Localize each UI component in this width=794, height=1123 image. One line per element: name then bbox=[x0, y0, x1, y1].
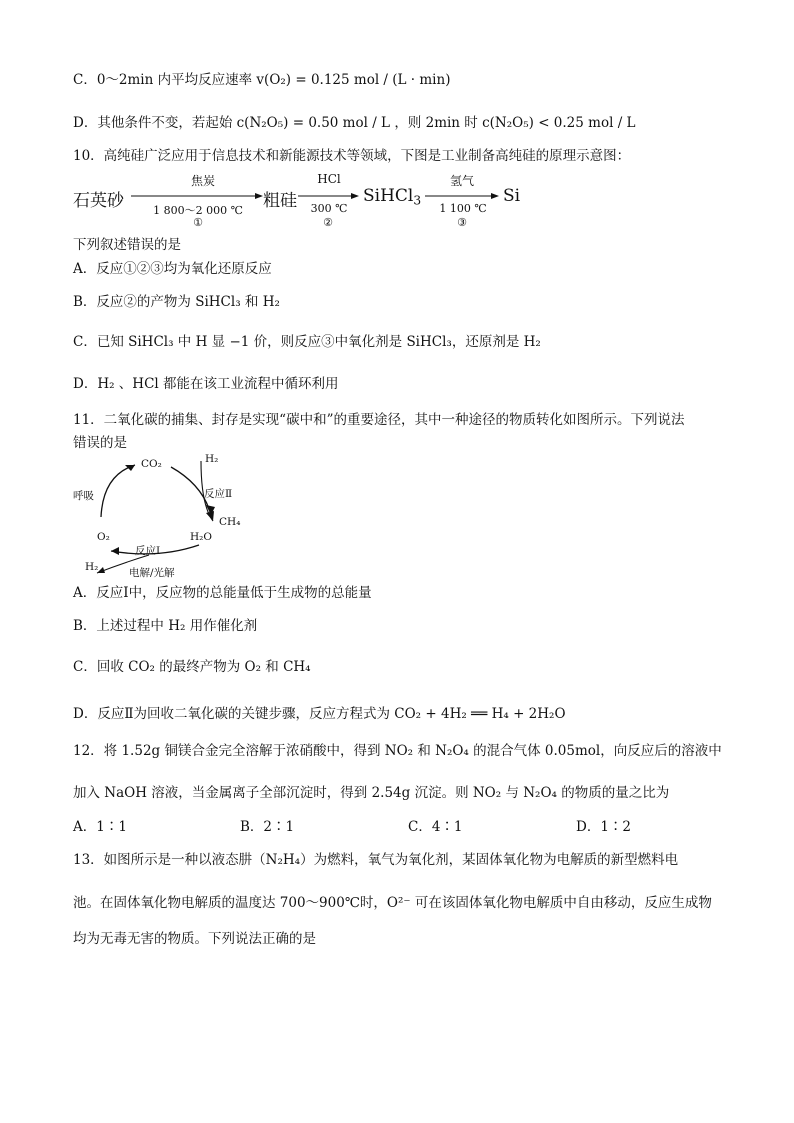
q12-option-a: A．1∶1 bbox=[73, 819, 127, 835]
cycle-co2: CO₂ bbox=[141, 458, 162, 470]
q12-option-d: D．1∶2 bbox=[576, 819, 632, 835]
q11-stem-1: 11．二氧化碳的捕集、封存是实现“碳中和”的重要途径，其中一种途径的物质转化如图所示。下列说法 bbox=[73, 412, 685, 428]
q13-line-2: 池。在固体氧化物电解质的温度达 700～900℃时，O²⁻ 可在该固体氧化物电解质中自由移动，反应生成物 bbox=[73, 895, 712, 911]
q10-option-a: A．反应①②③均为氧化还原反应 bbox=[73, 261, 272, 277]
q9-option-d-mid: ，则 2min 时 bbox=[394, 115, 478, 131]
q9-option-d-text: D．其他条件不变，若起始 bbox=[73, 115, 233, 131]
cycle-ch4: CH₄ bbox=[219, 516, 241, 528]
step-2: ② bbox=[323, 216, 333, 229]
temp-1: 1 800～2 000 ℃ bbox=[153, 204, 243, 217]
hcl-label: HCl bbox=[317, 172, 341, 186]
q11-stem-2: 错误的是 bbox=[73, 435, 127, 451]
q11-option-b: B．上述过程中 H₂ 用作催化剂 bbox=[73, 618, 258, 634]
q13-line-1: 13．如图所示是一种以液态肼（N₂H₄）为燃料，氧气为氧化剂，某固体氧化物为电解质的新型燃料电 bbox=[73, 852, 679, 868]
hydrogen-label: 氢气 bbox=[449, 174, 474, 188]
q9-option-c-expr: v(O₂) = 0.125 mol / (L · min) bbox=[256, 72, 451, 88]
q9-option-d-expr1: c(N₂O₅) = 0.50 mol / L bbox=[236, 115, 391, 131]
coke-label: 焦炭 bbox=[190, 174, 215, 188]
q12-option-c: C．4∶1 bbox=[408, 819, 463, 835]
q10-stem: 10．高纯硅广泛应用于信息技术和新能源技术等领域，下图是工业制备高纯硅的原理示意图： bbox=[73, 148, 631, 164]
quartz-sand: 石英砂 bbox=[73, 191, 124, 211]
q11-option-c: C．回收 CO₂ 的最终产物为 O₂ 和 CH₄ bbox=[73, 659, 311, 675]
cycle-h2-out: H₂ bbox=[85, 561, 99, 573]
step-1: ① bbox=[193, 216, 203, 229]
q9-option-d bbox=[73, 113, 636, 133]
sihcl3-text: SiHCl bbox=[363, 186, 414, 206]
cycle-reaction-2: 反应Ⅱ bbox=[204, 488, 233, 500]
sihcl3 bbox=[363, 186, 421, 208]
cycle-o2: O₂ bbox=[97, 531, 110, 543]
temp-3: 1 100 ℃ bbox=[439, 202, 487, 215]
step-3: ③ bbox=[457, 216, 467, 229]
q10-option-b: B．反应②的产物为 SiHCl₃ 和 H₂ bbox=[73, 294, 280, 310]
q10-ask: 下列叙述错误的是 bbox=[73, 237, 181, 253]
q13-line-3: 均为无毒无害的物质。下列说法正确的是 bbox=[73, 931, 316, 947]
co2-cycle-diagram bbox=[73, 455, 263, 580]
q12-option-b: B．2∶1 bbox=[240, 819, 295, 835]
cycle-breathing: 呼吸 bbox=[73, 490, 94, 502]
q9-option-c bbox=[73, 70, 450, 90]
q9-option-c-text: C．0～2min 内平均反应速率 bbox=[73, 72, 253, 88]
q10-option-c: C．已知 SiHCl₃ 中 H 显 −1 价，则反应③中氧化剂是 SiHCl₃，还原剂是 H₂ bbox=[73, 334, 541, 350]
crude-silicon: 粗硅 bbox=[263, 191, 297, 211]
cycle-h2-in: H₂ bbox=[205, 453, 219, 465]
temp-2: 300 ℃ bbox=[310, 202, 348, 215]
silicon-process-diagram bbox=[73, 172, 543, 230]
q9-option-d-expr2: c(N₂O₅) < 0.25 mol / L bbox=[482, 115, 636, 131]
silicon: Si bbox=[503, 186, 521, 206]
sihcl3-sub: 3 bbox=[413, 193, 422, 208]
q11-option-d: D．反应Ⅱ为回收二氧化碳的关键步骤，反应方程式为 CO₂ + 4H₂ ══ H₄ + 2H₂O bbox=[73, 706, 566, 722]
cycle-electrolysis: 电解/光解 bbox=[129, 567, 175, 579]
q10-option-d: D．H₂ 、HCl 都能在该工业流程中循环利用 bbox=[73, 376, 339, 392]
cycle-reaction-1: 反应Ⅰ bbox=[135, 545, 161, 557]
q11-option-a: A．反应Ⅰ中，反应物的总能量低于生成物的总能量 bbox=[73, 585, 372, 601]
q12-line-1: 12．将 1.52g 铜镁合金完全溶解于浓硝酸中，得到 NO₂ 和 N₂O₄ 的混合气体 0.05mol，向反应后的溶液中 bbox=[73, 743, 722, 759]
q12-line-2: 加入 NaOH 溶液，当金属离子全部沉淀时，得到 2.54g 沉淀。则 NO₂ 与 N₂O₄ 的物质的量之比为 bbox=[73, 785, 670, 801]
cycle-h2o: H₂O bbox=[190, 531, 212, 543]
